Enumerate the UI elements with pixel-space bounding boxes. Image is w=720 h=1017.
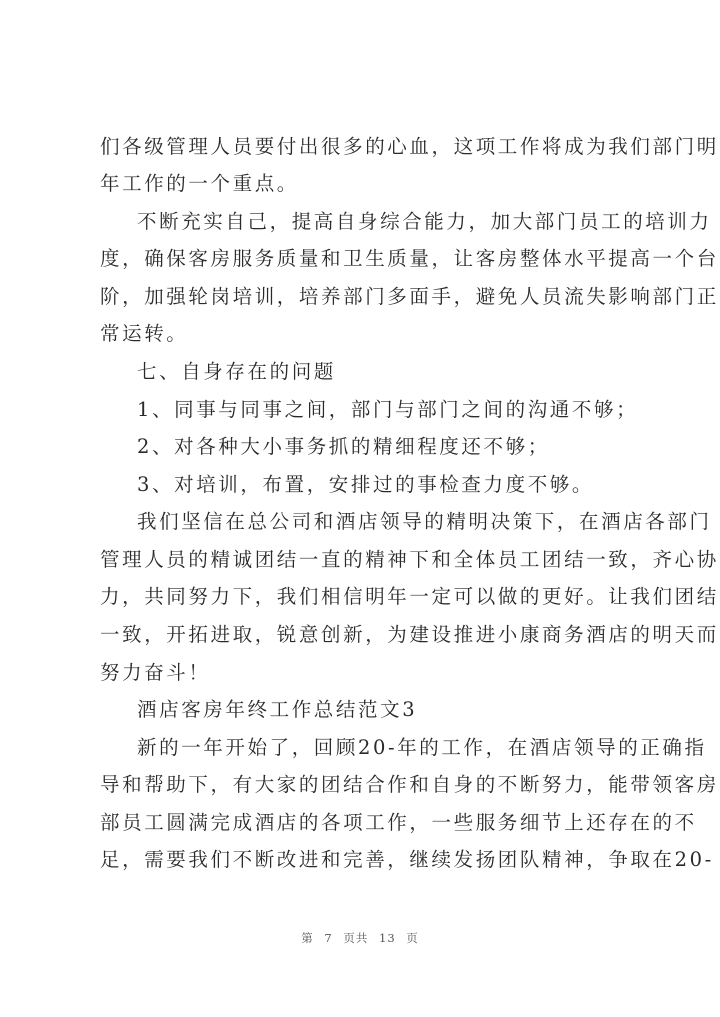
text-line-3: 不断充实自己，提高自身综合能力，加大部门员工的培训力	[137, 210, 712, 233]
text-line-13: 力，共同努力下，我们相信明年一定可以做的更好。让我们团结	[100, 585, 719, 608]
text-line-14: 一致，开拓进取，锐意创新，为建设推进小康商务酒店的明天而	[100, 623, 719, 646]
text-line-4: 度，确保客房服务质量和卫生质量，让客房整体水平提高一个台	[100, 247, 719, 270]
document-title: 酒店客房年终工作总结范文3	[137, 698, 418, 721]
list-item-3: 3、对培训，布置，安排过的事检查力度不够。	[137, 473, 595, 496]
list-item-1: 1、同事与同事之间，部门与部门之间的沟通不够；	[137, 398, 639, 421]
footer-middle: 页共	[343, 931, 369, 945]
text-line-20: 足，需要我们不断改进和完善，继续发扬团队精神，争取在20-	[100, 848, 714, 871]
text-line-11: 我们坚信在总公司和酒店领导的精明决策下，在酒店各部门	[137, 510, 712, 533]
section-heading: 七、自身存在的问题	[137, 360, 336, 383]
text-line-2: 年工作的一个重点。	[100, 172, 299, 195]
text-line-5: 阶，加强轮岗培训，培养部门多面手，避免人员流失影响部门正	[100, 285, 719, 308]
page-footer	[0, 930, 720, 946]
text-line-15: 努力奋斗！	[100, 661, 211, 684]
footer-suffix: 页	[406, 931, 419, 945]
footer-total-pages: 13	[379, 931, 396, 945]
text-line-12: 管理人员的精诚团结一直的精神下和全体员工团结一致，齐心协	[100, 548, 719, 571]
footer-page-number: 7	[324, 931, 333, 945]
list-item-2: 2、对各种大小事务抓的精细程度还不够；	[137, 435, 550, 458]
text-line-19: 部员工圆满完成酒店的各项工作，一些服务细节上还存在的不	[100, 811, 697, 834]
text-line-17: 新的一年开始了，回顾20-年的工作，在酒店领导的正确指	[137, 736, 707, 759]
text-line-6: 常运转。	[100, 322, 189, 345]
footer-prefix: 第	[301, 931, 314, 945]
text-line-1: 们各级管理人员要付出很多的心血，这项工作将成为我们部门明	[100, 135, 719, 158]
text-line-18: 导和帮助下，有大家的团结合作和自身的不断努力，能带领客房	[100, 773, 719, 796]
